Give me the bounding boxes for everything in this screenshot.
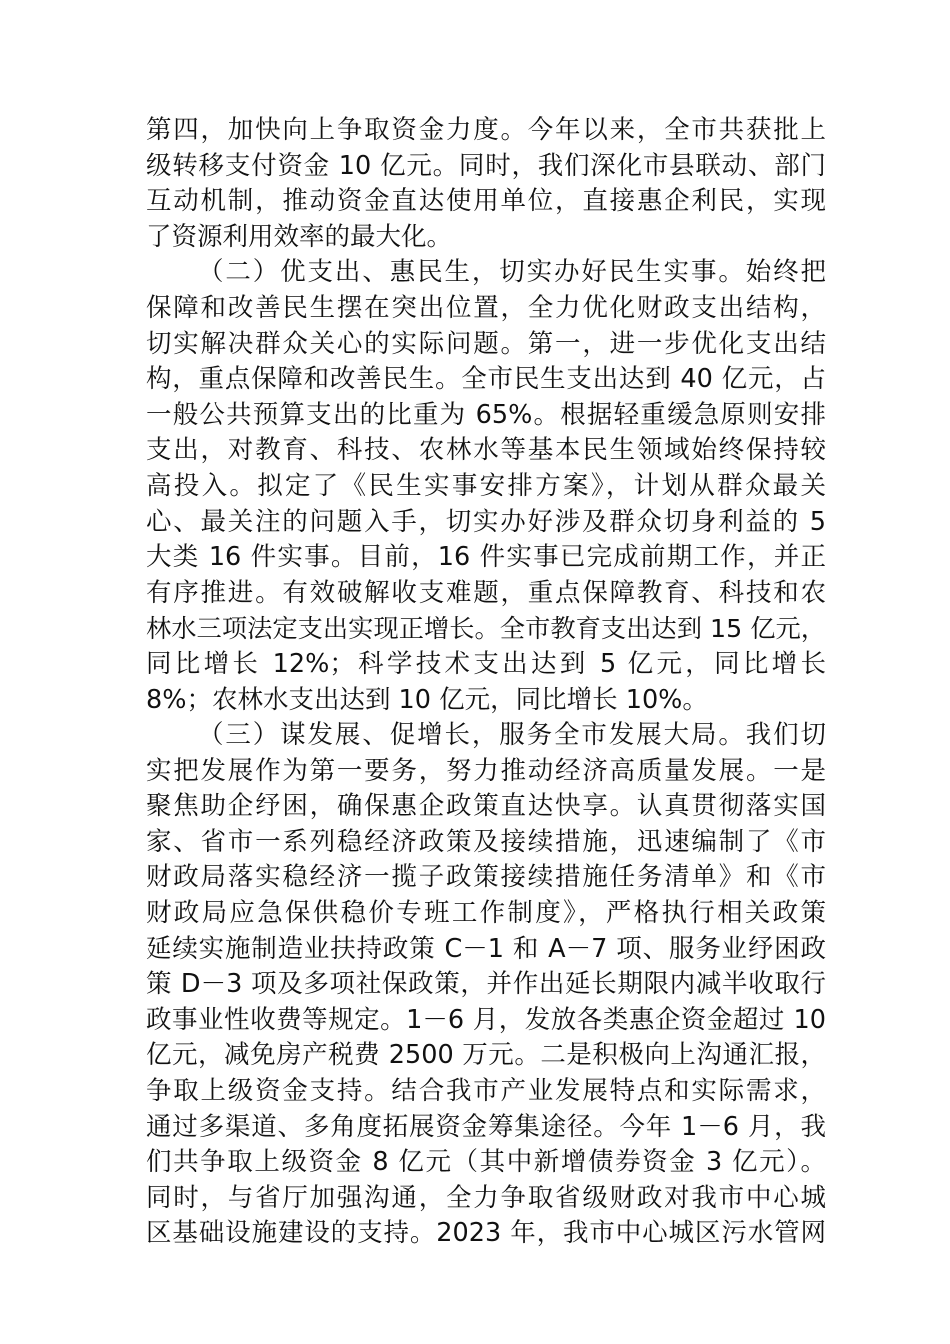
text-line: 心、最关注的问题入手，切实办好涉及群众切身利益的 5 [146,506,826,537]
text-line: 实把发展作为第一要务，努力推动经济高质量发展。一是 [146,755,826,786]
text-line: 级转移支付资金 10 亿元。同时，我们深化市县联动、部门 [146,150,826,181]
text-line: 财政局落实稳经济一揽子政策接续措施任务清单》和《市 [146,862,826,893]
text-line: 保障和改善民生摆在突出位置，全力优化财政支出结构， [146,292,826,323]
text-line: 构，重点保障和改善民生。全市民生支出达到 40 亿元，占 [146,364,826,395]
section-heading-line: （三）谋发展、促增长，服务全市发展大局。我们切 [198,720,826,751]
text-line: 争取上级资金支持。结合我市产业发展特点和实际需求， [146,1076,826,1107]
section-heading-line: （二）优支出、惠民生，切实办好民生实事。始终把 [198,257,826,288]
text-line: 亿元，减免房产税费 2500 万元。二是积极向上沟通汇报， [146,1040,826,1071]
text-line: 第四，加快向上争取资金力度。今年以来，全市共获批上 [146,115,826,145]
text-line: 切实解决群众关心的实际问题。第一，进一步优化支出结 [146,328,826,359]
text-line: 聚焦助企纾困，确保惠企政策直达快享。认真贯彻落实国 [146,791,826,822]
text-line: 大类 16 件实事。目前，16 件实事已完成前期工作，并正 [146,542,826,573]
text-line: 家、省市一系列稳经济政策及接续措施，迅速编制了《市 [146,826,826,857]
text-line: 策 D－3 项及多项社保政策，并作出延长期限内减半收取行 [146,969,826,1000]
text-line: 同时，与省厅加强沟通，全力争取省级财政对我市中心城 [146,1182,826,1213]
text-line: 有序推进。有效破解收支难题，重点保障教育、科技和农 [146,577,826,608]
text-line: 同比增长 12%；科学技术支出达到 5 亿元，同比增长 [146,648,826,679]
text-line: 通过多渠道、多角度拓展资金筹集途径。今年 1－6 月，我 [146,1111,826,1142]
text-line: 政事业性收费等规定。1－6 月，发放各类惠企资金超过 10 [146,1004,826,1035]
text-line: 们共争取上级资金 8 亿元（其中新增债券资金 3 亿元）。 [146,1147,826,1178]
text-line: 高投入。拟定了《民生实事安排方案》，计划从群众最关 [146,470,826,501]
text-line: 8%；农林水支出达到 10 亿元，同比增长 10%。 [146,684,708,715]
text-line: 林水三项法定支出实现正增长。全市教育支出达到 15 亿元， [146,614,826,644]
text-line: 财政局应急保供稳价专班工作制度》，严格执行相关政策 [146,898,826,929]
text-line: 延续实施制造业扶持政策 C－1 和 A－7 项、服务业纾困政 [146,933,826,964]
text-line: 了资源利用效率的最大化。 [146,221,453,252]
document-page [146,113,826,1252]
text-line: 互动机制，推动资金直达使用单位，直接惠企利民，实现 [146,186,826,217]
text-line: 区基础设施建设的支持。2023 年，我市中心城区污水管网 [146,1218,826,1249]
text-line: 一般公共预算支出的比重为 65%。根据轻重缓急原则安排 [146,399,826,430]
text-line: 支出，对教育、科技、农林水等基本民生领域始终保持较 [146,435,826,466]
